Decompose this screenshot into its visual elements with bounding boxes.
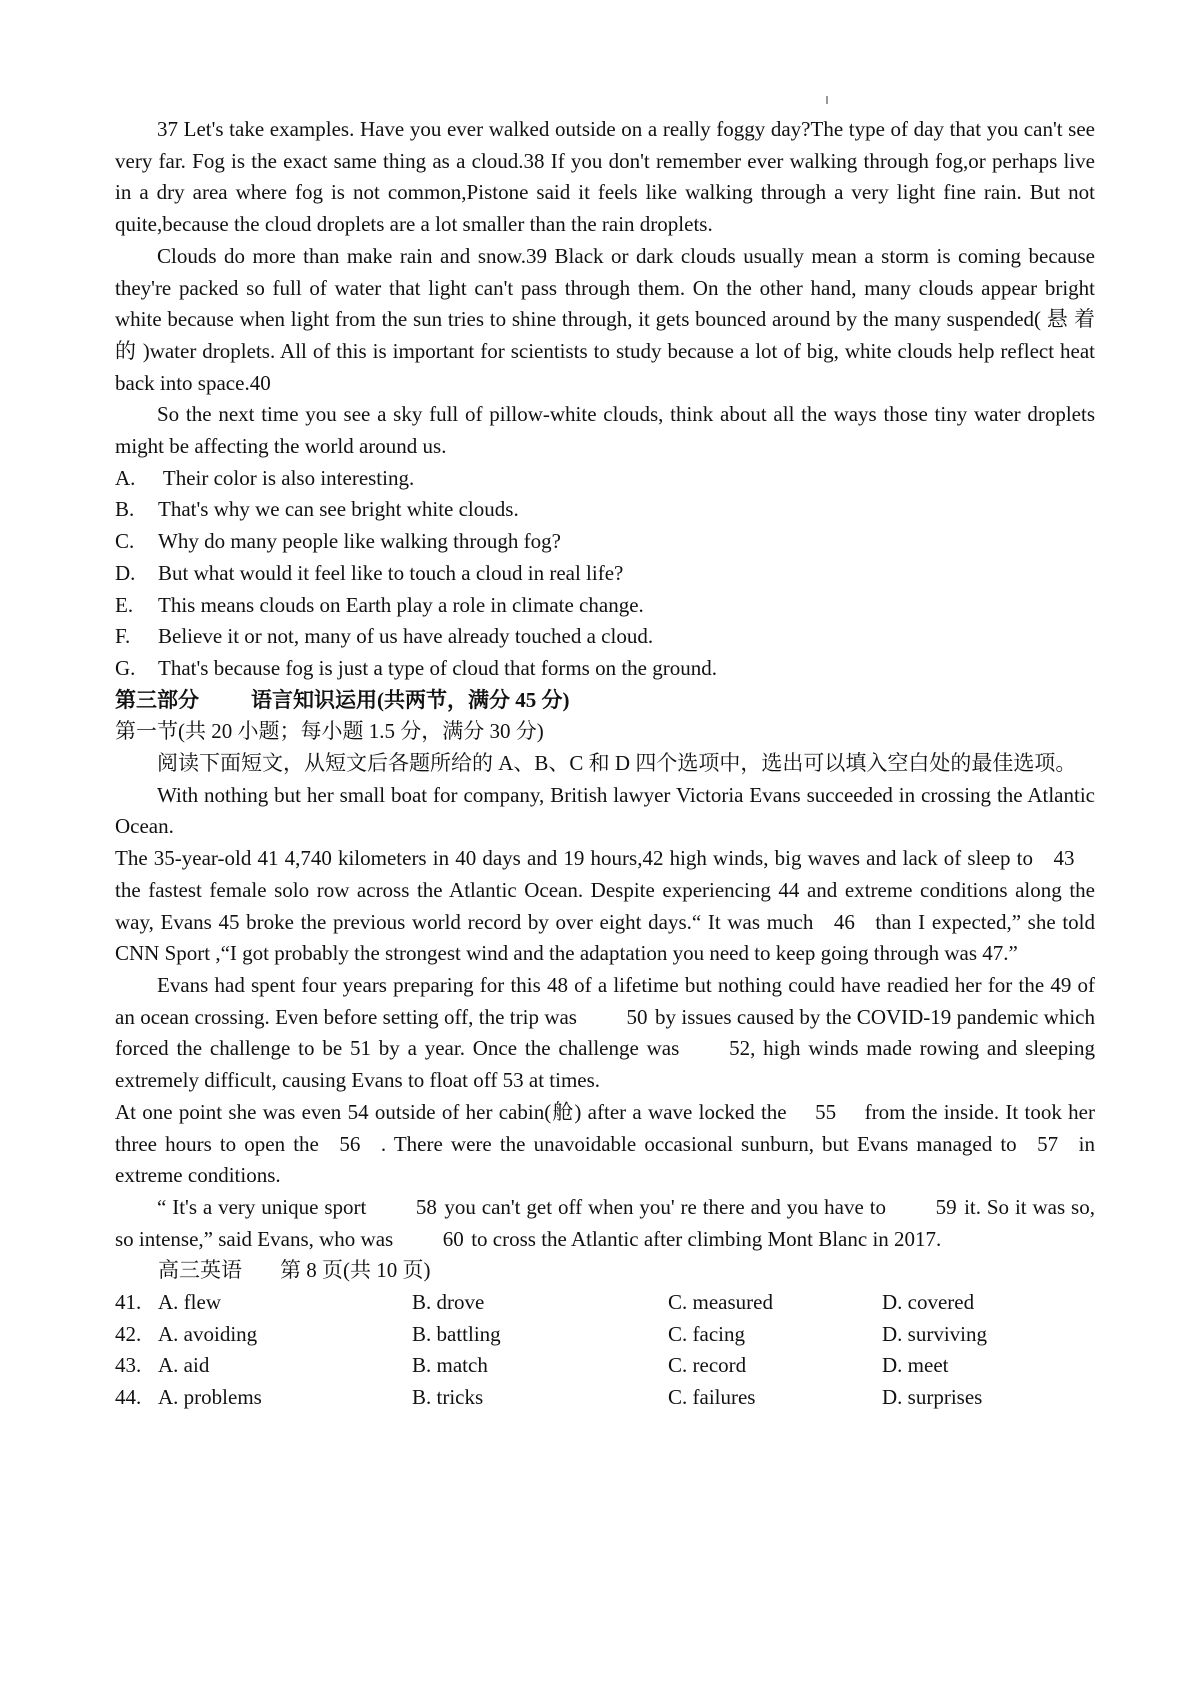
question-row: 41. A. flew B. drove C. measured D. covered: [115, 1290, 975, 1315]
question-row: 42. A. avoiding B. battling C. facing D. surviving: [115, 1321, 987, 1346]
blank-56: 56: [339, 1131, 361, 1156]
blank-57: 57: [1037, 1131, 1059, 1156]
blank-50: 50: [626, 1004, 648, 1029]
option-item: F. Believe it or not, many of us have already touched a cloud.: [115, 624, 654, 649]
passage-paragraph-3: Evans had spent four years preparing for this 48 of a lifetime but nothing could have readied her for the 49 of an ocean crossing. Even before setting off, the trip was 50 by issues caused by the COVID-19 pandemic which forced the challenge to be 51 by a year. Once the challenge was 52, high winds made rowing and sleeping extremely difficult, causing Evans to float off 53 at times.: [115, 972, 1096, 1093]
blank-46: 46: [833, 909, 855, 934]
instructions: 阅读下面短文，从短文后各题所给的 A、B、C 和 D 四个选项中，选出可以填入空白处的最佳选项。: [157, 751, 1077, 776]
passage-paragraph-4: At one point she was even 54 outside of her cabin(舱) after a wave locked the 55 from the inside. It took her three hours to open the 56 . There were the unavoidable occasional sunburn, but Evans managed to 57 in extreme conditions.: [115, 1097, 1095, 1192]
section-one-heading: 第一节(共 20 小题；每小题 1.5 分，满分 30 分): [115, 719, 544, 744]
paragraph-39: Clouds do more than make rain and snow.39 Black or dark clouds usually mean a storm is coming because they're packed so full of water that light can't pass through them. On the other hand, many clouds appear bright white because when light from the sun tries to shine through, it gets bounced around by the many suspended( 悬 着 的 )water droplets. All of this is important for scientists to study because a lot of big, white clouds help reflect heat back into space.40: [115, 243, 1095, 395]
scan-mark: [826, 96, 828, 104]
option-item: A. Their color is also interesting.: [115, 465, 415, 490]
question-row: 44. A. problems B. tricks C. failures D. surprises: [115, 1385, 983, 1410]
paragraph-37: 37 Let's take examples. Have you ever walked outside on a really foggy day?The type of day that you can't see very far. Fog is the exact same thing as a cloud.38 If you don't remember ever walking through fog,or perhaps live in a dry area where fog is not common,Pistone said it feels like walking through a very light fine rain. But not quite,because the cloud droplets are a lot smaller than the rain droplets.: [115, 117, 1095, 237]
page-content: [115, 114, 1095, 1414]
question-row: 43. A. aid B. match C. record D. meet: [115, 1353, 949, 1378]
blank-52: 52: [729, 1036, 751, 1061]
part-three-heading: 第三部分 语言知识运用(共两节，满分 45 分): [115, 687, 570, 712]
passage-paragraph-2: The 35-year-old 41 4,740 kilometers in 40 days and 19 hours,42 high winds, big waves and lack of sleep to 43the fastest female solo row across the Atlantic Ocean. Despite experiencing 44 and extreme conditions along the way, Evans 45 broke the previous world record by over eight days.“ It was much 46 than I expected,” she told CNN Sport ,“I got probably the strongest wind and the adaptation you need to keep going through was 47.”: [115, 843, 1095, 970]
option-item: E. This means clouds on Earth play a role in climate change.: [115, 592, 644, 617]
passage-paragraph-5: “ It's a very unique sport 58 you can't get off when you' re there and you have to 59 it. So it was so, so intense,” said Evans, who was 60 to cross the Atlantic after climbing Mont Blanc in 2017.: [115, 1192, 1095, 1255]
option-item: D. But what would it feel like to touch a cloud in real life?: [115, 560, 624, 585]
page-footer: 高三英语 第 8 页(共 10 页): [158, 1258, 431, 1283]
passage-paragraph-1: With nothing but her small boat for company, British lawyer Victoria Evans succeeded in crossing the Atlantic Ocean.: [115, 782, 1095, 839]
option-item: B. That's why we can see bright white clouds.: [115, 497, 519, 522]
blank-43: 43: [1053, 846, 1075, 871]
blank-59: 59: [935, 1194, 957, 1219]
option-item: C. Why do many people like walking through fog?: [115, 529, 561, 554]
blank-55: 55: [815, 1099, 837, 1124]
blank-58: 58: [415, 1194, 437, 1219]
option-item: G. That's because fog is just a type of cloud that forms on the ground.: [115, 655, 717, 680]
paragraph-closing: So the next time you see a sky full of pillow-white clouds, think about all the ways those tiny water droplets might be affecting the world around us.: [115, 402, 1095, 459]
blank-60: 60: [442, 1226, 464, 1251]
